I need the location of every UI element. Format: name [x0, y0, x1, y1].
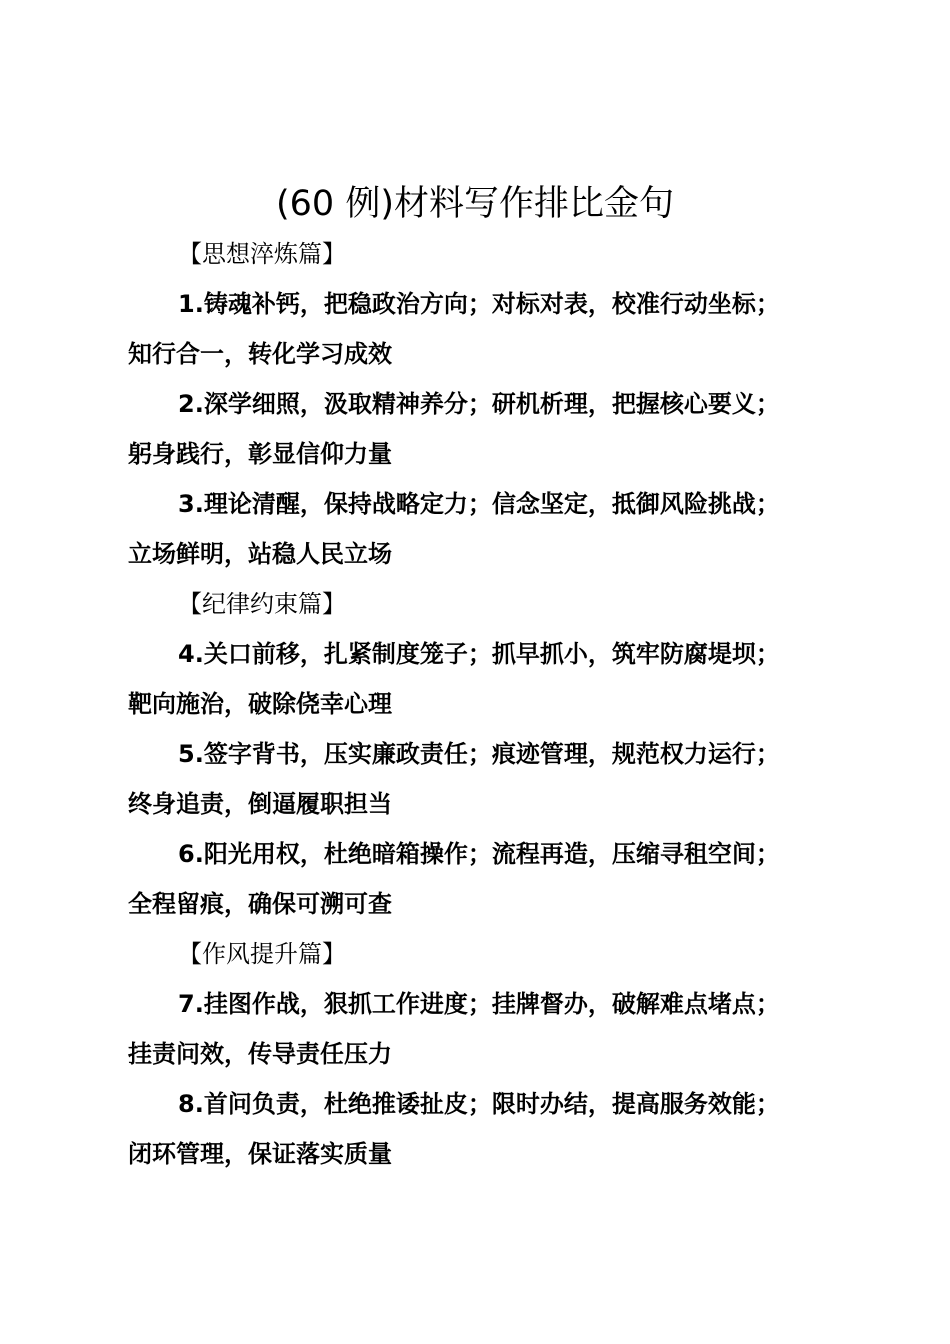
list-item: [128, 379, 822, 479]
list-item: [128, 629, 822, 729]
item-line: 3.理论清醒，保持战略定力；信念坚定，抵御风险挑战；: [178, 490, 780, 518]
list-item: [128, 279, 822, 379]
document-body: [128, 229, 822, 1179]
item-line: 躬身践行，彰显信仰力量: [128, 440, 392, 468]
document-title: (60 例)材料写作排比金句: [276, 184, 674, 224]
list-item: [128, 979, 822, 1079]
item-line: 4.关口前移，扎紧制度笼子；抓早抓小，筑牢防腐堤坝；: [178, 640, 780, 668]
section-heading: 【思想淬炼篇】: [178, 240, 346, 268]
item-line: 1.铸魂补钙，把稳政治方向；对标对表，校准行动坐标；: [178, 290, 780, 318]
item-line: 闭环管理，保证落实质量: [128, 1140, 392, 1168]
section-zuofeng: [128, 929, 822, 1179]
section-heading: 【作风提升篇】: [178, 940, 346, 968]
item-line: 终身追责，倒逼履职担当: [128, 790, 392, 818]
list-item: [128, 829, 822, 929]
item-line: 全程留痕，确保可溯可查: [128, 890, 392, 918]
item-line: 挂责问效，传导责任压力: [128, 1040, 392, 1068]
list-item: [128, 1079, 822, 1179]
item-line: 6.阳光用权，杜绝暗箱操作；流程再造，压缩寻租空间；: [178, 840, 780, 868]
item-line: 5.签字背书，压实廉政责任；痕迹管理，规范权力运行；: [178, 740, 780, 768]
section-heading: 【纪律约束篇】: [178, 590, 346, 618]
list-item: [128, 479, 822, 579]
item-line: 8.首问负责，杜绝推诿扯皮；限时办结，提高服务效能；: [178, 1090, 780, 1118]
section-jilv: [128, 579, 822, 929]
item-line: 知行合一，转化学习成效: [128, 340, 392, 368]
section-sixiang: [128, 229, 822, 579]
item-line: 立场鲜明，站稳人民立场: [128, 540, 392, 568]
item-line: 靶向施治，破除侥幸心理: [128, 690, 392, 718]
item-line: 7.挂图作战，狠抓工作进度；挂牌督办，破解难点堵点；: [178, 990, 780, 1018]
list-item: [128, 729, 822, 829]
item-line: 2.深学细照，汲取精神养分；研机析理，把握核心要义；: [178, 390, 780, 418]
